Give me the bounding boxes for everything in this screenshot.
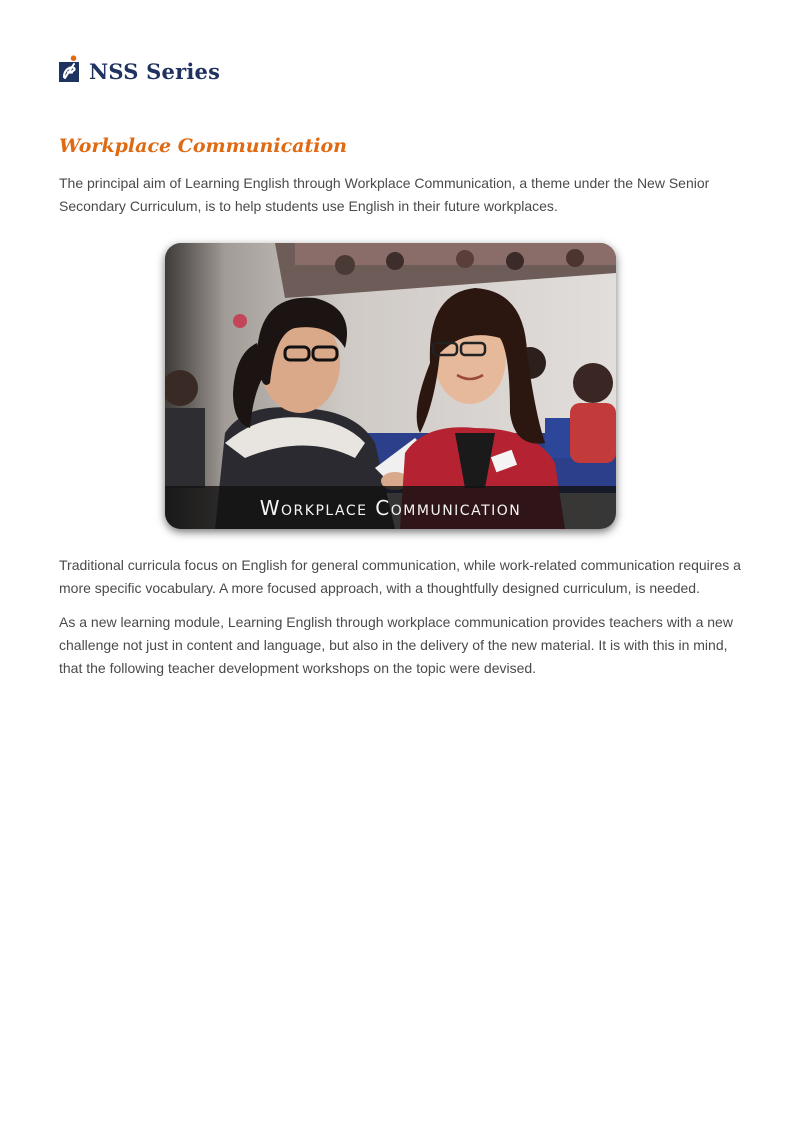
two-women-conversing-photo	[165, 243, 616, 529]
stylized-e-logo-icon	[59, 55, 81, 83]
photo-caption: Workplace Communication	[259, 495, 522, 520]
body-paragraph-module: As a new learning module, Learning English through workplace communication provides teachers with a new challenge not just in content and language, but also in the delivery of the new material. It is with this in mind, that the following teacher development workshops on the topic were devised.	[59, 614, 733, 676]
intro-paragraph: The principal aim of Learning English through Workplace Communication, a theme under the New Senior Secondary Curriculum, is to help students use English in their future workplaces.	[59, 175, 710, 214]
brand-name: NSS Series	[89, 59, 221, 84]
photo-caption-band	[165, 486, 616, 529]
site-logo	[59, 52, 220, 86]
page-title: Workplace Communication	[59, 135, 347, 157]
body-paragraph-curricula: Traditional curricula focus on English for general communication, while work-related communication requires a more specific vocabulary. A more focused approach, with a thoughtfully designed curriculum, is needed.	[59, 557, 741, 596]
